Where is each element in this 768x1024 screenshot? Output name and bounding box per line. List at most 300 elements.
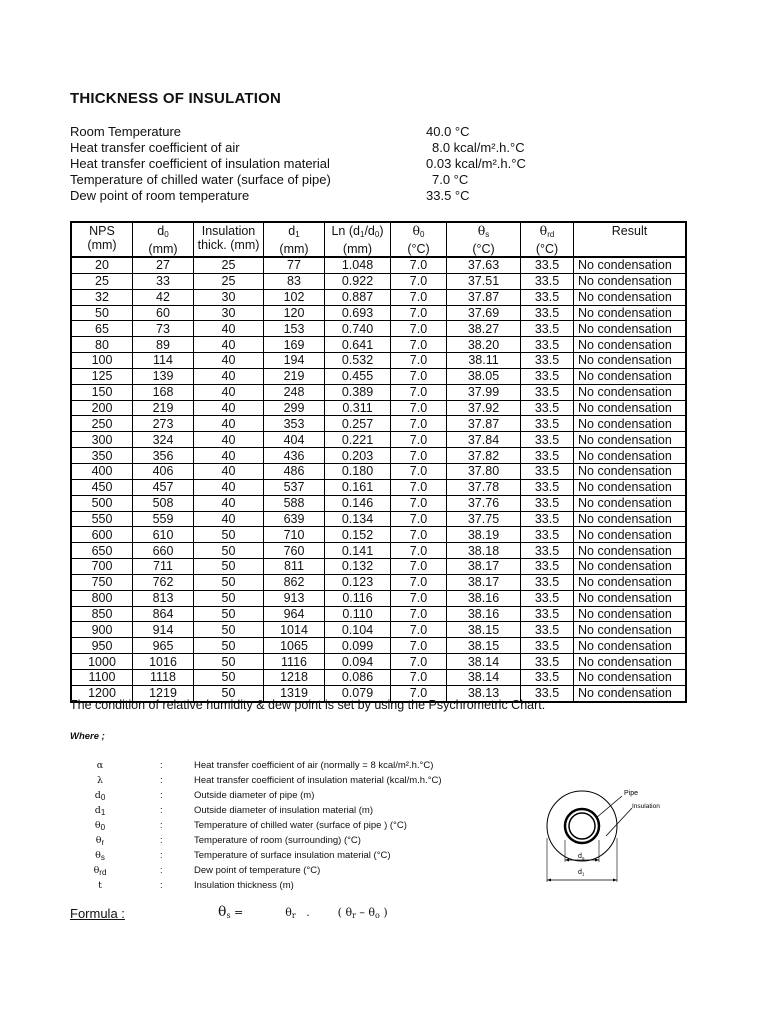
pipe-inner-circle [569, 813, 595, 839]
cell-nps: 65 [71, 321, 133, 337]
cell-nps: 100 [71, 353, 133, 369]
cell-nps: 300 [71, 432, 133, 448]
cell-thetas: 37.78 [447, 479, 521, 495]
cell-theta0: 7.0 [391, 305, 447, 321]
legend-symbol: $d_0$ [94, 790, 106, 802]
d0-arrow-right [595, 859, 599, 862]
cell-result: No condensation [574, 321, 687, 337]
cell-d0: 914 [133, 622, 194, 638]
cell-d0: 457 [133, 479, 194, 495]
param-label: Heat transfer coefficient of air [70, 140, 240, 155]
table-row [71, 400, 686, 416]
cell-d1: 77 [264, 257, 325, 273]
formula-label: Formula : [70, 906, 125, 921]
d1-arrow-right [613, 879, 617, 882]
cell-result: No condensation [574, 400, 687, 416]
cell-insulation: 40 [194, 353, 264, 369]
cell-d1: 913 [264, 590, 325, 606]
cell-ln: 0.132 [325, 559, 391, 575]
cell-d1: 710 [264, 527, 325, 543]
cell-theta0: 7.0 [391, 559, 447, 575]
cell-insulation: 50 [194, 559, 264, 575]
cell-d0: 1219 [133, 685, 194, 701]
cell-d1: 964 [264, 606, 325, 622]
table-row [71, 638, 686, 654]
cell-d0: 660 [133, 543, 194, 559]
cell-result: No condensation [574, 368, 687, 384]
cell-d1: 486 [264, 463, 325, 479]
insulation-leader-line [606, 808, 632, 836]
cell-result: No condensation [574, 448, 687, 464]
cell-nps: 25 [71, 273, 133, 289]
cell-result: No condensation [574, 337, 687, 353]
cell-thetard: 33.5 [521, 463, 574, 479]
param-value: 40.0 °C [426, 124, 470, 139]
cell-ln: 0.740 [325, 321, 391, 337]
legend-colon: : [160, 850, 163, 861]
cell-result: No condensation [574, 622, 687, 638]
cell-theta0: 7.0 [391, 432, 447, 448]
cell-d1: 436 [264, 448, 325, 464]
cell-nps: 700 [71, 559, 133, 575]
header-d0: $d_0$ (mm) [133, 222, 194, 257]
table-row [71, 432, 686, 448]
cell-thetard: 33.5 [521, 606, 574, 622]
legend-colon: : [160, 805, 163, 816]
cell-thetas: 38.14 [447, 654, 521, 670]
cell-nps: 50 [71, 305, 133, 321]
cell-thetard: 33.5 [521, 543, 574, 559]
page-title: THICKNESS OF INSULATION [70, 90, 281, 107]
cell-thetard: 33.5 [521, 416, 574, 432]
cell-ln: 0.094 [325, 654, 391, 670]
cell-thetard: 33.5 [521, 511, 574, 527]
legend-description: Temperature of chilled water (surface of pipe ) (°C) [194, 820, 407, 831]
cell-result: No condensation [574, 638, 687, 654]
cell-thetas: 38.18 [447, 543, 521, 559]
cell-theta0: 7.0 [391, 273, 447, 289]
pipe-outer-circle [565, 809, 599, 843]
legend-colon: : [160, 865, 163, 876]
insulation-label: Insulation [632, 803, 660, 810]
cell-theta0: 7.0 [391, 448, 447, 464]
cell-insulation: 50 [194, 622, 264, 638]
cell-d1: 862 [264, 574, 325, 590]
cell-thetas: 37.82 [447, 448, 521, 464]
legend-symbol: $\theta_s$ [95, 850, 105, 862]
cell-d1: 639 [264, 511, 325, 527]
cell-result: No condensation [574, 257, 687, 273]
cell-thetas: 37.69 [447, 305, 521, 321]
insulation-circle [547, 791, 617, 861]
cell-insulation: 50 [194, 654, 264, 670]
cell-d0: 711 [133, 559, 194, 575]
cell-insulation: 40 [194, 463, 264, 479]
table-row [71, 463, 686, 479]
table-row [71, 654, 686, 670]
cell-theta0: 7.0 [391, 479, 447, 495]
cell-nps: 80 [71, 337, 133, 353]
cell-ln: 0.203 [325, 448, 391, 464]
cell-insulation: 50 [194, 527, 264, 543]
cell-thetard: 33.5 [521, 337, 574, 353]
cell-ln: 0.887 [325, 289, 391, 305]
cell-theta0: 7.0 [391, 543, 447, 559]
insulation-table [70, 221, 687, 703]
cell-thetas: 38.19 [447, 527, 521, 543]
cell-d1: 83 [264, 273, 325, 289]
cell-theta0: 7.0 [391, 638, 447, 654]
cell-result: No condensation [574, 384, 687, 400]
cell-ln: 0.104 [325, 622, 391, 638]
cell-theta0: 7.0 [391, 400, 447, 416]
table-row [71, 305, 686, 321]
cell-d0: 42 [133, 289, 194, 305]
cell-insulation: 40 [194, 400, 264, 416]
cell-d1: 760 [264, 543, 325, 559]
cell-d1: 299 [264, 400, 325, 416]
table-row [71, 559, 686, 575]
param-label: Heat transfer coefficient of insulation material [70, 156, 330, 171]
cell-theta0: 7.0 [391, 685, 447, 701]
cell-d1: 404 [264, 432, 325, 448]
header-nps: NPS (mm) [71, 222, 133, 257]
cell-thetas: 38.11 [447, 353, 521, 369]
cell-d0: 356 [133, 448, 194, 464]
param-value: 7.0 °C [432, 172, 469, 187]
param-label: Room Temperature [70, 124, 182, 139]
cell-d1: 219 [264, 368, 325, 384]
cell-nps: 20 [71, 257, 133, 273]
d1-arrow-left [547, 879, 551, 882]
cell-nps: 350 [71, 448, 133, 464]
header-thetas: $\theta_s$ (°C) [447, 222, 521, 257]
table-row [71, 511, 686, 527]
cell-thetas: 38.27 [447, 321, 521, 337]
cell-thetard: 33.5 [521, 559, 574, 575]
cell-insulation: 40 [194, 337, 264, 353]
cell-thetas: 37.63 [447, 257, 521, 273]
cell-d0: 60 [133, 305, 194, 321]
cell-result: No condensation [574, 273, 687, 289]
cell-ln: 0.134 [325, 511, 391, 527]
cell-ln: 0.180 [325, 463, 391, 479]
cell-theta0: 7.0 [391, 416, 447, 432]
legend-colon: : [160, 790, 163, 801]
cell-ln: 0.110 [325, 606, 391, 622]
table-row [71, 353, 686, 369]
param-row [70, 172, 550, 188]
cell-thetard: 33.5 [521, 685, 574, 701]
cell-d1: 1319 [264, 685, 325, 701]
param-value: 33.5 °C [426, 188, 470, 203]
cell-d1: 153 [264, 321, 325, 337]
cell-d1: 1218 [264, 669, 325, 685]
param-value: 8.0 kcal/m².h.°C [432, 140, 525, 155]
legend-symbol: α [96, 760, 104, 771]
cell-theta0: 7.0 [391, 606, 447, 622]
param-value: 0.03 kcal/m².h.°C [426, 156, 526, 171]
cell-ln: 0.693 [325, 305, 391, 321]
legend-symbol: $\theta_r$ [95, 835, 105, 847]
cell-result: No condensation [574, 574, 687, 590]
cell-d0: 864 [133, 606, 194, 622]
cell-result: No condensation [574, 479, 687, 495]
cell-d1: 811 [264, 559, 325, 575]
header-thetard: $\theta_{rd}$ (°C) [521, 222, 574, 257]
cell-nps: 1000 [71, 654, 133, 670]
header-insulation: Insulation thick. (mm) [194, 222, 264, 257]
cell-result: No condensation [574, 305, 687, 321]
cell-d0: 1118 [133, 669, 194, 685]
cell-theta0: 7.0 [391, 574, 447, 590]
cell-theta0: 7.0 [391, 654, 447, 670]
cell-nps: 600 [71, 527, 133, 543]
cell-d0: 273 [133, 416, 194, 432]
cell-thetard: 33.5 [521, 305, 574, 321]
cell-thetas: 37.87 [447, 416, 521, 432]
cell-thetard: 33.5 [521, 495, 574, 511]
cell-insulation: 50 [194, 685, 264, 701]
cell-thetas: 38.13 [447, 685, 521, 701]
param-row [70, 188, 550, 204]
cell-d0: 1016 [133, 654, 194, 670]
param-label: Dew point of room temperature [70, 188, 250, 203]
cell-d0: 508 [133, 495, 194, 511]
cell-nps: 650 [71, 543, 133, 559]
cell-thetard: 33.5 [521, 432, 574, 448]
cell-ln: 0.641 [325, 337, 391, 353]
cell-thetas: 37.76 [447, 495, 521, 511]
cell-theta0: 7.0 [391, 257, 447, 273]
cell-theta0: 7.0 [391, 289, 447, 305]
cell-ln: 0.389 [325, 384, 391, 400]
cell-insulation: 40 [194, 368, 264, 384]
cell-d0: 33 [133, 273, 194, 289]
legend-description: Heat transfer coefficient of air (normally = 8 kcal/m².h.°C) [194, 760, 434, 771]
cell-insulation: 50 [194, 669, 264, 685]
header-theta0: $\theta_0$ (°C) [391, 222, 447, 257]
legend-colon: : [160, 835, 163, 846]
legend-description: Outside diameter of pipe (m) [194, 790, 315, 801]
cell-result: No condensation [574, 543, 687, 559]
cell-insulation: 50 [194, 543, 264, 559]
cell-thetas: 38.15 [447, 622, 521, 638]
cell-insulation: 50 [194, 606, 264, 622]
cell-d0: 559 [133, 511, 194, 527]
where-label: Where ; [70, 731, 105, 742]
cell-thetard: 33.5 [521, 590, 574, 606]
cell-d0: 406 [133, 463, 194, 479]
cell-insulation: 40 [194, 448, 264, 464]
cell-thetard: 33.5 [521, 479, 574, 495]
cell-thetas: 38.17 [447, 559, 521, 575]
cell-thetard: 33.5 [521, 574, 574, 590]
cell-ln: 0.123 [325, 574, 391, 590]
cell-thetard: 33.5 [521, 321, 574, 337]
cell-insulation: 25 [194, 257, 264, 273]
cell-d1: 102 [264, 289, 325, 305]
cell-thetas: 38.16 [447, 590, 521, 606]
cell-nps: 800 [71, 590, 133, 606]
legend-colon: : [160, 760, 163, 771]
cell-d0: 965 [133, 638, 194, 654]
cell-ln: 0.079 [325, 685, 391, 701]
cell-theta0: 7.0 [391, 353, 447, 369]
table-row [71, 321, 686, 337]
cell-result: No condensation [574, 527, 687, 543]
table-row [71, 590, 686, 606]
table-row [71, 622, 686, 638]
table-row [71, 368, 686, 384]
cell-theta0: 7.0 [391, 384, 447, 400]
cell-nps: 32 [71, 289, 133, 305]
cell-d1: 1116 [264, 654, 325, 670]
cell-result: No condensation [574, 606, 687, 622]
cell-result: No condensation [574, 559, 687, 575]
legend-description: Dew point of temperature (°C) [194, 865, 321, 876]
cell-thetas: 37.84 [447, 432, 521, 448]
cell-theta0: 7.0 [391, 495, 447, 511]
cell-d0: 610 [133, 527, 194, 543]
cell-thetard: 33.5 [521, 448, 574, 464]
cell-d0: 219 [133, 400, 194, 416]
cell-ln: 0.257 [325, 416, 391, 432]
param-row [70, 140, 550, 156]
cell-thetas: 38.16 [447, 606, 521, 622]
legend-symbol: $d_1$ [94, 805, 106, 817]
cell-ln: 0.311 [325, 400, 391, 416]
cell-nps: 400 [71, 463, 133, 479]
table-row [71, 384, 686, 400]
cell-nps: 750 [71, 574, 133, 590]
cell-d1: 120 [264, 305, 325, 321]
cell-theta0: 7.0 [391, 527, 447, 543]
cell-thetas: 37.80 [447, 463, 521, 479]
cell-d1: 588 [264, 495, 325, 511]
table-row [71, 479, 686, 495]
header-result: Result [574, 222, 687, 257]
cell-d0: 73 [133, 321, 194, 337]
cell-d0: 813 [133, 590, 194, 606]
cell-thetas: 37.87 [447, 289, 521, 305]
cell-ln: 0.099 [325, 638, 391, 654]
param-row [70, 156, 550, 172]
cell-nps: 200 [71, 400, 133, 416]
cell-d1: 537 [264, 479, 325, 495]
table-row [71, 289, 686, 305]
pipe-label: Pipe [624, 790, 639, 797]
cell-insulation: 40 [194, 321, 264, 337]
cell-thetard: 33.5 [521, 669, 574, 685]
legend-colon: : [160, 775, 163, 786]
header-ln: Ln $(d_1/d_0)$ (mm) [325, 222, 391, 257]
cell-d0: 89 [133, 337, 194, 353]
d1-label: $d_1$ [578, 869, 585, 877]
cell-thetard: 33.5 [521, 622, 574, 638]
table-row [71, 448, 686, 464]
legend-description: Outside diameter of insulation material (m) [194, 805, 373, 816]
cell-insulation: 25 [194, 273, 264, 289]
cell-ln: 0.161 [325, 479, 391, 495]
cell-theta0: 7.0 [391, 321, 447, 337]
table-row [71, 337, 686, 353]
cell-theta0: 7.0 [391, 368, 447, 384]
legend-colon: : [160, 880, 163, 891]
cell-nps: 500 [71, 495, 133, 511]
cell-insulation: 50 [194, 590, 264, 606]
pipe-insulation-diagram [540, 778, 670, 893]
cell-d0: 114 [133, 353, 194, 369]
cell-theta0: 7.0 [391, 669, 447, 685]
d0-label: $d_o$ [578, 853, 585, 861]
cell-nps: 1100 [71, 669, 133, 685]
cell-insulation: 30 [194, 305, 264, 321]
cell-ln: 0.116 [325, 590, 391, 606]
cell-ln: 0.455 [325, 368, 391, 384]
cell-thetard: 33.5 [521, 257, 574, 273]
table-row [71, 273, 686, 289]
legend-symbol: t [98, 880, 102, 891]
formula: $\theta_s$ = $\theta_r$ . ( $\theta_r - \theta_o$ ) [218, 904, 388, 920]
cell-ln: 0.221 [325, 432, 391, 448]
table-row [71, 495, 686, 511]
cell-theta0: 7.0 [391, 337, 447, 353]
cell-thetard: 33.5 [521, 527, 574, 543]
param-row [70, 124, 550, 140]
cell-insulation: 40 [194, 479, 264, 495]
cell-result: No condensation [574, 495, 687, 511]
cell-d0: 139 [133, 368, 194, 384]
cell-thetard: 33.5 [521, 654, 574, 670]
cell-nps: 900 [71, 622, 133, 638]
cell-ln: 1.048 [325, 257, 391, 273]
legend-description: Temperature of surface insulation material (°C) [194, 850, 391, 861]
cell-d1: 1065 [264, 638, 325, 654]
cell-insulation: 40 [194, 511, 264, 527]
cell-thetard: 33.5 [521, 384, 574, 400]
cell-nps: 125 [71, 368, 133, 384]
cell-thetas: 38.20 [447, 337, 521, 353]
legend-colon: : [160, 820, 163, 831]
cell-insulation: 40 [194, 384, 264, 400]
legend-description: Temperature of room (surrounding) (°C) [194, 835, 361, 846]
cell-thetas: 37.75 [447, 511, 521, 527]
cell-ln: 0.086 [325, 669, 391, 685]
cell-result: No condensation [574, 353, 687, 369]
cell-insulation: 40 [194, 432, 264, 448]
table-row [71, 669, 686, 685]
legend-symbol: $\theta_{rd}$ [93, 865, 107, 877]
table-row [71, 574, 686, 590]
cell-thetas: 37.92 [447, 400, 521, 416]
cell-ln: 0.141 [325, 543, 391, 559]
cell-insulation: 30 [194, 289, 264, 305]
header-d1: $d_1$ (mm) [264, 222, 325, 257]
legend-symbol: $\theta_0$ [94, 820, 106, 832]
cell-d1: 248 [264, 384, 325, 400]
cell-theta0: 7.0 [391, 463, 447, 479]
cell-nps: 550 [71, 511, 133, 527]
cell-result: No condensation [574, 463, 687, 479]
table-row [71, 527, 686, 543]
cell-theta0: 7.0 [391, 511, 447, 527]
cell-result: No condensation [574, 590, 687, 606]
cell-result: No condensation [574, 416, 687, 432]
cell-insulation: 50 [194, 574, 264, 590]
cell-thetas: 38.17 [447, 574, 521, 590]
cell-insulation: 40 [194, 495, 264, 511]
